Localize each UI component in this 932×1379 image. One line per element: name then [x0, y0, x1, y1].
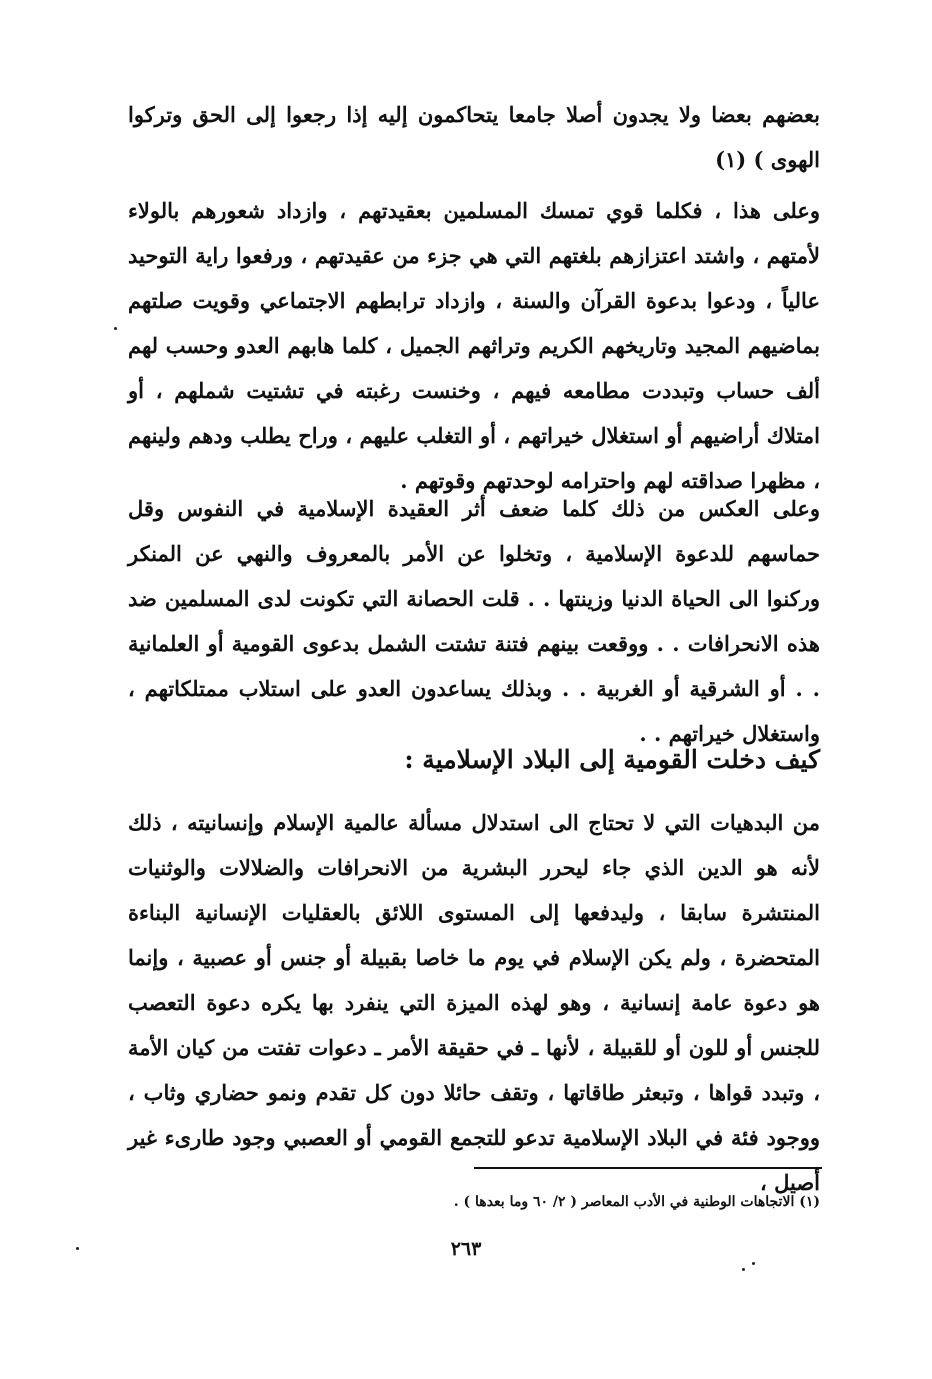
paragraph-strength-of-faith	[128, 188, 820, 503]
paragraph-text: من البدهيات التي لا تحتاج الى استدلال مسألة عالمية الإسلام وإنسانيته ، ذلك لأنه هو الدين الذي جاء ليحرر البشرية من الانحرافات والضلالات والوثنيات المنتشرة سابقا ، وليدفعها إلى المستوى اللائق بالعقليات الإنسانية البناءة المتحضرة ، ولم يكن الإسلام في يوم ما خاصا بقبيلة أو جنس أو عصبية ، وإنما هو دعوة عامة إنسانية ، وهو لهذه الميزة التي ينفرد بها يكره دعوة التعصب للجنس أو للون أو للقبيلة ، لأنها ـ في حقيقة الأمر ـ دعوات تفتت من كيان الأمة ، وتبدد قواها ، وتبعثر طاقاتها ، وتقف حائلا دون كل تقدم ونمو حضاري وثاب ، ووجود فئة في البلاد الإسلامية تدعو للتجمع القومي أو العصبي وجود طارىء غير أصيل ،	[128, 810, 820, 1195]
paragraph-weakness-of-faith	[128, 486, 820, 756]
paragraph-text: وعلى العكس من ذلك كلما ضعف أثر العقيدة الإسلامية في النفوس وقل حماسهم للدعوة الإسلامية ، وتخلوا عن الأمر بالمعروف والنهي عن المنكر وركنوا الى الحياة الدنيا وزينتها . . قلت الحصانة التي تكونت لدى المسلمين ضد هذه الانحرافات . . ووقعت بينهم فتنة تشتت الشمل بدعوى القومية أو العلمانية . . أو الشرقية أو الغربية . . وبذلك يساعدون العدو على استلاب ممتلكاتهم ، واستغلال خيراتهم . .	[128, 496, 820, 746]
scan-speck	[742, 1268, 745, 1271]
scan-speck	[114, 327, 117, 330]
scan-speck	[76, 1247, 79, 1250]
paragraph-continuation	[128, 92, 820, 182]
paragraph-text: بعضهم بعضا ولا يجدون أصلا جامعا يتحاكمون إليه إذا رجعوا إلى الحق وتركوا الهوى ) (١)	[128, 102, 820, 172]
footnote-separator	[474, 1167, 822, 1169]
paragraph-text: وعلى هذا ، فكلما قوي تمسك المسلمين بعقيدتهم ، وازداد شعورهم بالولاء لأمتهم ، واشتد اعتزازهم بلغتهم التي هي جزء من عقيدتهم ، ورفعوا راية التوحيد عالياً ، ودعوا بدعوة القرآن والسنة ، وازداد ترابطهم الاجتماعي وقويت صلتهم بماضيهم المجيد وتاريخهم الكريم وتراثهم الجميل ، كلما هابهم العدو وحسب لهم ألف حساب وتبددت مطامعه فيهم ، وخنست رغبته في تشتيت شملهم ، أو امتلاك أراضيهم أو استغلال خيراتهم ، أو التغلب عليهم ، وراح يطلب ودهم ولينهم ، مظهرا صداقته لهم واحترامه لوحدتهم وقوتهم .	[128, 198, 820, 493]
section-heading: كيف دخلت القومية إلى البلاد الإسلامية :	[404, 745, 820, 774]
scan-speck	[752, 1262, 755, 1265]
paragraph-universality-of-islam	[128, 800, 820, 1205]
footnote: (١) الاتجاهات الوطنية في الأدب المعاصر ( ٢/ ٦٠ وما بعدها ) .	[453, 1194, 820, 1210]
page-number: ٢٦٣	[450, 1238, 482, 1260]
